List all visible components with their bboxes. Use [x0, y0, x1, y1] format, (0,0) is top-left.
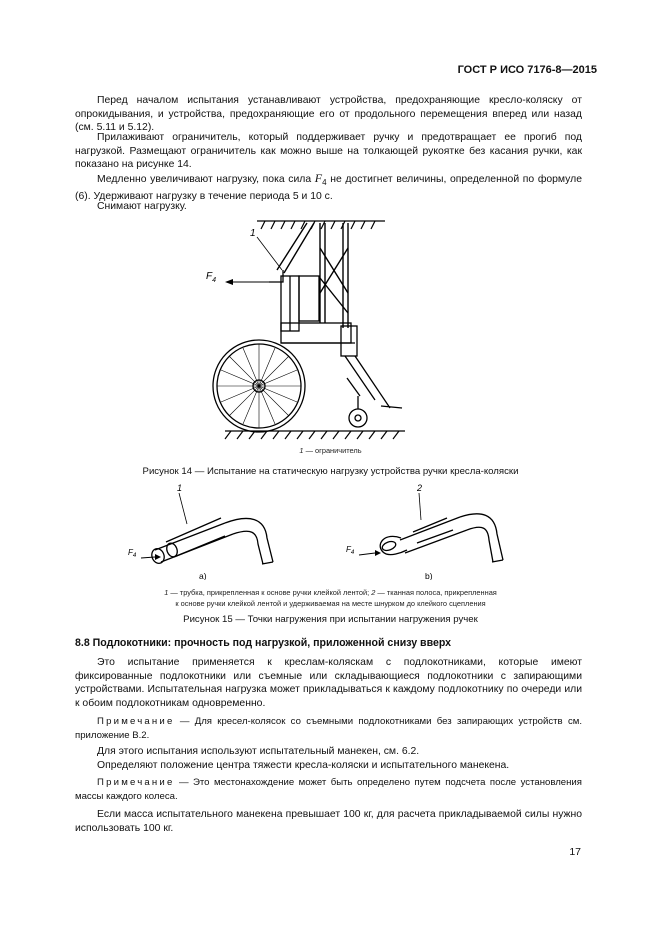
ceiling-hatch: [257, 221, 385, 229]
section-paragraph-scope: Это испытание применяется к креслам-коляскам с подлокотниками, которые имеют фиксированные подлокотники или съемные или складывающиеся подлокотники с запирающими устройствами. Испытательная нагрузка может прикладываться к каждому подлокотнику по очереди или к обоим подлокотникам одновременно.: [75, 657, 582, 709]
note-2-label: Примечание: [97, 777, 175, 788]
figure14-force-label: [206, 271, 216, 284]
document-header: ГОСТ Р ИСО 7176-8—2015: [457, 64, 597, 76]
figure-15b-drawing: [345, 480, 510, 580]
figure15-legend-line1: [90, 588, 571, 597]
section-paragraph-cog: Определяют положение центра тяжести кресла-коляски и испытательного манекена.: [97, 760, 510, 771]
wheel-spokes: [217, 344, 301, 428]
fig14-force-F: F: [206, 271, 213, 282]
fig15a-force-F: F: [128, 548, 133, 557]
paragraph-load: [75, 172, 582, 203]
label-1-leader: [257, 237, 282, 270]
fig15-legend-1-num: 1: [164, 588, 169, 597]
section-paragraph-mass: Если масса испытательного манекена превышает 100 кг, для расчета прикладываемой силы нужно использовать 100 кг.: [75, 809, 582, 834]
figure15-caption: Рисунок 15 — Точки нагружения при испытании нагружения ручек: [183, 614, 478, 625]
floor-hatch: [225, 431, 405, 439]
paragraph-load-b: не достигнет величины, определенной по формуле (6). Удерживают нагрузку в течение периода 5 и 10 с.: [75, 174, 582, 202]
fig15a-force-sub: 4: [132, 553, 137, 559]
figure-15a-drawing: [125, 480, 285, 580]
fig15a-label-1: 1: [177, 483, 183, 493]
page-number: 17: [569, 846, 581, 858]
fig15b-force-sub: 4: [350, 550, 355, 556]
fig14-force-sub: 4: [212, 277, 217, 284]
figure15-legend-line2: к основе ручки клейкой лентой и удерживаемая на месте шнурком до клейкого сцепления: [175, 599, 486, 608]
force-symbol: F: [314, 171, 323, 185]
fig15-legend-2-num: 2: [371, 588, 376, 597]
figure14-label-1: 1: [250, 228, 256, 239]
fig15b-force: [346, 545, 355, 556]
wheelchair: [213, 270, 402, 432]
fig15b-label-2: 2: [417, 483, 423, 493]
fig14-legend-text: — ограничитель: [303, 446, 362, 455]
fig15b-force-F: F: [346, 545, 351, 554]
fig14-legend-num: 1: [299, 446, 304, 455]
handle-tube-a: [150, 518, 273, 565]
section-heading: 8.8 Подлокотники: прочность под нагрузкой, приложенной снизу вверх: [75, 637, 452, 649]
section-paragraph-dummy: Для этого испытания используют испытательный манекен, см. 6.2.: [97, 746, 420, 757]
handle-strap-b: [380, 514, 503, 562]
paragraph-setup: Перед началом испытания устанавливают устройства, предохраняющие кресло-коляску от опрокидывания, и устройства, предохраняющие его от продольного перемещения вперед или назад (см. 5.11 и 5.12).: [75, 95, 582, 134]
note-1-label: Примечание: [97, 716, 175, 727]
fig15-legend-1-text: — трубка, прикрепленная к основе ручки клейкой лентой;: [168, 588, 372, 597]
fig15a-sublabel: a): [199, 571, 207, 580]
note-2-text: — Это местонахождение может быть определено путем подсчета после установления массы каждого колеса.: [75, 777, 582, 802]
paragraph-remove-load: Снимают нагрузку.: [97, 201, 187, 212]
fig15a-force: [128, 548, 137, 559]
figure-14-drawing: [195, 218, 415, 440]
fig15b-sublabel: b): [425, 571, 433, 580]
note-1: [75, 715, 582, 742]
force-subscript: 4: [322, 178, 327, 188]
figure14-caption: Рисунок 14 — Испытание на статическую нагрузку устройства ручки кресла-коляски: [142, 466, 519, 477]
paragraph-restraint: Прилаживают ограничитель, который поддерживает ручку и предотвращает ее прогиб под нагрузкой. Размещают ограничитель как можно выше на толкающей рукоятке без касания ручки, как показано на рисунке 14.: [75, 132, 582, 171]
figure14-legend: [0, 446, 661, 455]
note-1-text: — Для кресел-колясок со съемными подлокотниками без запирающих устройств см. приложение В.2.: [75, 716, 582, 741]
note-2: [75, 776, 582, 803]
paragraph-load-a: Медленно увеличивают нагрузку, пока сила: [97, 174, 315, 185]
fig15-legend-2-text: — тканная полоса, прикрепленная: [375, 588, 497, 597]
arrow-head: [225, 279, 233, 285]
